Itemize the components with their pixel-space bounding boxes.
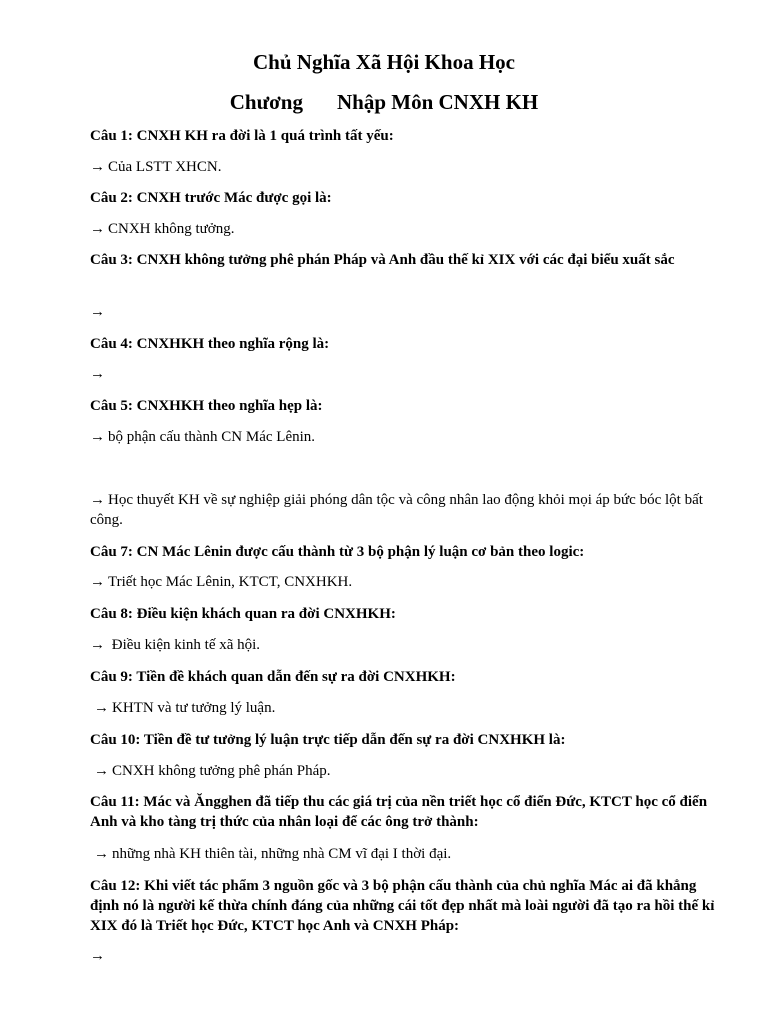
answer-3 bbox=[90, 302, 726, 322]
answer-9: → KHTN và tư tưởng lý luận. bbox=[94, 700, 276, 716]
answer-4 bbox=[90, 364, 726, 384]
question-12: Câu 12: Khi viết tác phẩm 3 nguồn gốc và 3 bộ phận cấu thành của chủ nghĩa Mác ai đã khẳng định nó là người kế thừa chính đáng của những cái tốt đẹp nhất mà loài người đã tạo ra hồi thế kỉ XIX đó là Triết học Đức, KTCT học Anh và CNXH Pháp: bbox=[90, 878, 715, 934]
arrow-icon: → bbox=[90, 221, 105, 237]
question-4: Câu 4: CNXHKH theo nghĩa rộng là: bbox=[90, 336, 330, 352]
document-title: Chủ Nghĩa Xã Hội Khoa Học bbox=[253, 50, 515, 74]
answer-10: → CNXH không tưởng phê phán Pháp. bbox=[94, 763, 331, 779]
question-5: Câu 5: CNXHKH theo nghĩa hẹp là: bbox=[90, 398, 323, 414]
answer-6: → Học thuyết KH về sự nghiệp giải phóng dân tộc và công nhân lao động khỏi mọi áp bức bóc lột bất công. bbox=[90, 492, 703, 528]
arrow-icon: → bbox=[90, 574, 105, 590]
answer-11: → những nhà KH thiên tài, những nhà CM vĩ đại I thời đại. bbox=[94, 846, 452, 862]
chapter-heading bbox=[0, 90, 768, 114]
question-10: Câu 10: Tiền đề tư tưởng lý luận trực tiếp dẫn đến sự ra đời CNXHKH là: bbox=[90, 732, 566, 748]
arrow-icon: → bbox=[90, 429, 105, 445]
arrow-icon: → bbox=[94, 763, 109, 779]
arrow-icon: → bbox=[90, 492, 105, 508]
answer-5: → bộ phận cấu thành CN Mác Lênin. bbox=[90, 429, 316, 445]
answer-12 bbox=[90, 946, 726, 966]
question-3: Câu 3: CNXH không tưởng phê phán Pháp và Anh đầu thế kỉ XIX với các đại biểu xuất sắc bbox=[90, 252, 675, 268]
arrow-icon: → bbox=[90, 159, 105, 175]
answer-8: → Điều kiện kinh tế xã hội. bbox=[90, 637, 261, 653]
answer-2: → CNXH không tưởng. bbox=[90, 221, 235, 237]
question-11: Câu 11: Mác và Ăngghen đã tiếp thu các giá trị của nền triết học cổ điển Đức, KTCT học cổ điển Anh và kho tàng trị thức của nhân loại để các ông trở thành: bbox=[90, 794, 708, 830]
arrow-icon: → bbox=[90, 948, 105, 964]
chapter-label: Chương bbox=[229, 90, 303, 114]
question-1: Câu 1: CNXH KH ra đời là 1 quá trình tất yếu: bbox=[90, 128, 394, 144]
question-8: Câu 8: Điều kiện khách quan ra đời CNXHKH: bbox=[90, 606, 396, 622]
arrow-icon: → bbox=[90, 304, 105, 320]
answer-1: → Của LSTT XHCN. bbox=[90, 159, 222, 175]
question-7: Câu 7: CN Mác Lênin được cấu thành từ 3 bộ phận lý luận cơ bản theo logic: bbox=[90, 544, 585, 560]
answer-7: → Triết học Mác Lênin, KTCT, CNXHKH. bbox=[90, 574, 353, 590]
question-2: Câu 2: CNXH trước Mác được gọi là: bbox=[90, 190, 332, 206]
arrow-icon: → bbox=[94, 846, 109, 862]
arrow-icon: → bbox=[94, 700, 109, 716]
chapter-name: Nhập Môn CNXH KH bbox=[336, 90, 539, 114]
arrow-icon: → bbox=[90, 637, 105, 653]
arrow-icon: → bbox=[90, 366, 105, 382]
question-9: Câu 9: Tiền đề khách quan dẫn đến sự ra đời CNXHKH: bbox=[90, 669, 456, 685]
